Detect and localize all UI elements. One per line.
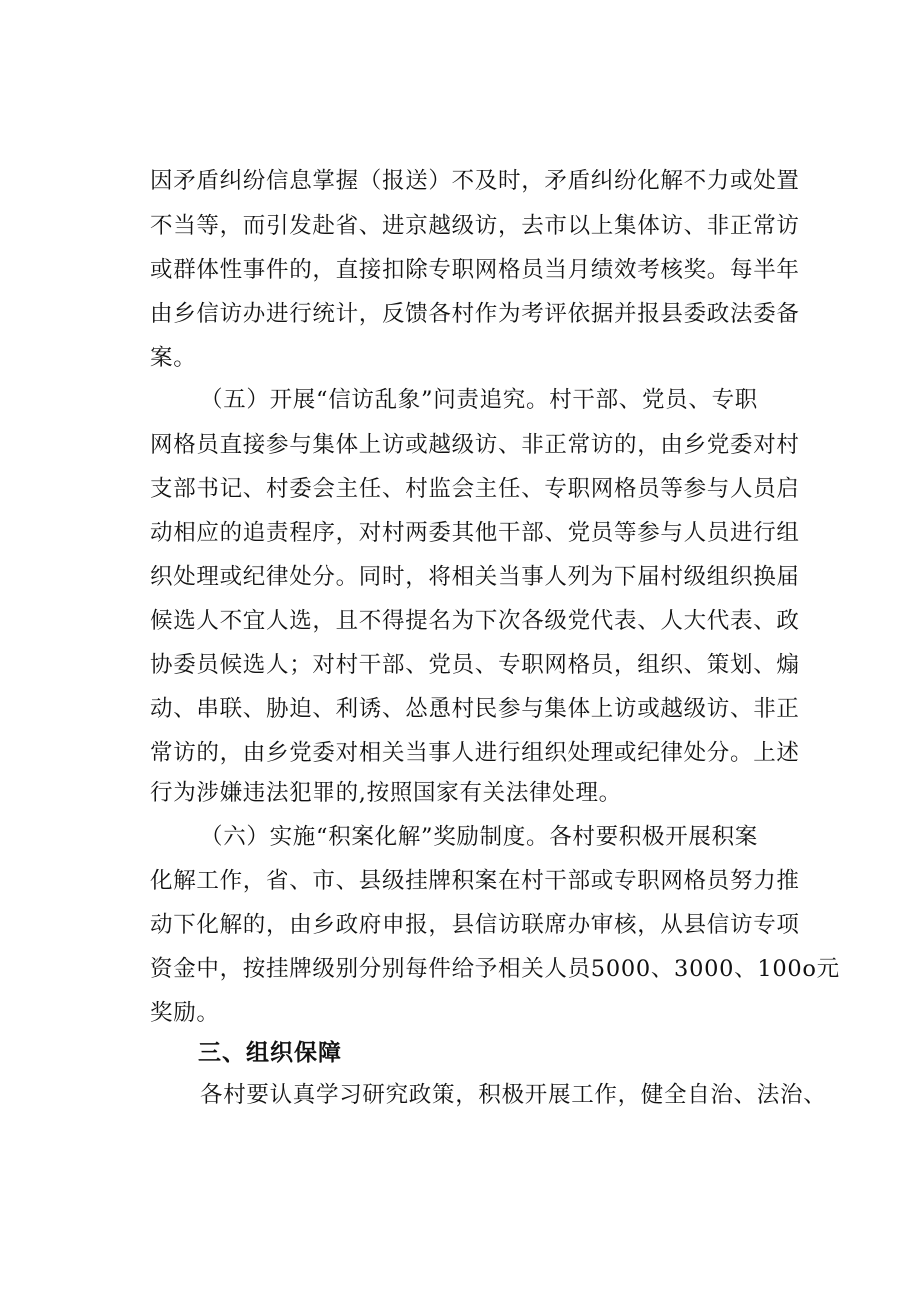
paragraph-line: 支部书记、村委会主任、村监会主任、专职网格员等参与人员启 [150, 476, 800, 502]
paragraph-line: 由乡信访办进行统计，反馈各村作为考评依据并报县委政法委备 [150, 301, 800, 327]
paragraph-line: 案。 [150, 345, 197, 371]
paragraph-line: 各村要认真学习研究政策，积极开展工作，健全自治、法治、 [200, 1082, 827, 1108]
paragraph-line: 资金中，按挂牌级别分别每件给予相关人员5000、3000、100o元 [150, 956, 840, 982]
paragraph-line: （五）开展“信访乱象”问责追究。村干部、党员、专职 [200, 387, 759, 413]
paragraph-line: 动下化解的，由乡政府申报，县信访联席办审核，从县信访专项 [150, 912, 800, 938]
paragraph-line: 化解工作，省、市、县级挂牌积案在村干部或专职网格员努力推 [150, 868, 800, 894]
paragraph-line: 因矛盾纠纷信息掌握（报送）不及时，矛盾纠纷化解不力或处置 [150, 168, 800, 194]
paragraph-line: 织处理或纪律处分。同时，将相关当事人列为下届村级组织换届 [150, 564, 800, 590]
paragraph-line: 不当等，而引发赴省、进京越级访，去市以上集体访、非正常访 [150, 213, 800, 239]
paragraph-line: 候选人不宜人选，且不得提名为下次各级党代表、人大代表、政 [150, 608, 800, 634]
paragraph-line: 常访的，由乡党委对相关当事人进行组织处理或纪律处分。上述 [150, 740, 800, 766]
paragraph-line: 或群体性事件的，直接扣除专职网格员当月绩效考核奖。每半年 [150, 257, 800, 283]
paragraph-line: 行为涉嫌违法犯罪的,按照国家有关法律处理。 [150, 780, 622, 806]
paragraph-line: 网格员直接参与集体上访或越级访、非正常访的，由乡党委对村 [150, 432, 800, 458]
paragraph-line: （六）实施“积案化解”奖励制度。各村要积极开展积案 [200, 824, 759, 850]
section-heading: 三、组织保障 [198, 1040, 342, 1066]
paragraph-line: 动相应的追责程序，对村两委其他干部、党员等参与人员进行组 [150, 520, 800, 546]
paragraph-line: 协委员候选人；对村干部、党员、专职网格员，组织、策划、煽 [150, 652, 800, 678]
paragraph-line: 奖励。 [150, 1000, 220, 1026]
paragraph-line: 动、串联、胁迫、利诱、怂恿村民参与集体上访或越级访、非正 [150, 696, 800, 722]
